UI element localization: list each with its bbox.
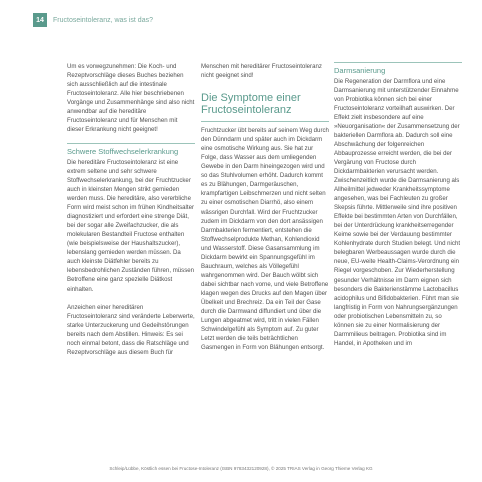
continuation-paragraph: Menschen mit hereditärer Fructoseintoleranz nicht geeignet sind!	[201, 63, 322, 80]
column-1	[67, 62, 195, 357]
paragraph-symptome: Fruchtzucker übt bereits auf seinem Weg durch den Dünndarm und später auch im Dickdarm eine osmotische Wirkung aus. Sie hat zur Folge, dass Wasser aus dem umliegenden Gewebe in den Darm hineingezogen wird und so das Stuhlvolumen erhöht. Dadurch kommt es zu Blähungen, Darmgeräuschen, krampfartigen Leibschmerzen und nicht selten zu einer osmotischen Diarrhö, also einem wässrigen Durchfall. Wird der Fruchtzucker zudem im Dickdarm von den dort ansässigen Darmbakterien fermentiert, entstehen die Stoffwechselprodukte Methan, Kohlendioxid und Wasserstoff. Diese Gasansammlung im Dickdarm bewirkt ein Spannungsgefühl im Bauchraum, welches als Völlegefühl wahrgenommen wird. Der Bauch wölbt sich dabei sichtbar nach vorne, und viele Betroffene klagen wegen des Drucks auf den Magen über Übelkeit und Brechreiz. Da ein Teil der Gase durch die Darmwand diffundiert und über die Lungen abgeatmet wird, tritt in vielen Fällen Schwindelgefühl als Symptom auf. Zu guter Letzt werden die teils beträchtlichen Gasmengen in Form von Blähungen entsorgt.	[201, 127, 329, 352]
paragraph-anzeichen: Anzeichen einer hereditären Fructoseintoleranz sind veränderte Leberwerte, starke Unterzuckerung und Gedeihstörungen bereits nach dem Abstillen. Hinweis: Es sei noch einmal betont, dass die Ratschläge und Rezeptvorschläge aus diesem Buch für	[67, 303, 195, 356]
paragraph-darmsanierung: Die Regeneration der Darmflora und eine Darmsanierung mit unterstützender Einnahme von Probiotika können sich bei einer Fructoseintoleranz vorteilhaft auswirken. Der Effekt zielt insbesondere auf eine »Neuorganisation« der Zusammensetzung der bakteriellen Darmflora ab. Dadurch soll eine Abschwächung der folgenreichen Abbauprozesse erreicht werden, die bei der Vergärung von Fructose durch Dickdarmbakterien verursacht werden. Zwischenzeitlich wurde die Darmsanierung als Allheilmittel jedweder Krankheitssymptome angesehen, was bei Fachleuten zu großer Skepsis führte. Mittlerweile sind ihre positiven Effekte bei bestimmten Arten von Durchfällen, bei der Unterdrückung krankheitserregender Keime sowie bei der Verdauung bestimmter Kohlenhydrate durch Studien belegt. Und nicht belegbaren Werbeaussagen wurde durch die neue, EU-weite Health-Claims-Verordnung ein Riegel vorgeschoben. Zur Wiederherstellung gesunder Verhältnisse im Darm eignen sich besonders die Bakterienstämme Lactobacillus acidophilus und Bifidobakterien. Führt man sie langfristig in Form von Nahrungsergänzungen oder probiotischen Lebensmitteln zu, so können sie zu einer Normalisierung der Darmmilieus beitragen. Probiotika sind im Handel, in Apotheken und im	[334, 77, 461, 347]
column-3	[334, 62, 462, 348]
darmsanierung-box	[334, 62, 462, 348]
copyright-footer: Schleip/Lübbe, Köstlich essen bei Fructose-Intoleranz (ISBN 9783432120928), © 2025 TRIAS Verlag in Georg Thieme Verlag KG	[109, 466, 373, 471]
subheading-stoffwechsel: Schwere Stoffwechselerkrankung	[67, 147, 179, 157]
page-header	[33, 13, 153, 27]
intro-paragraph: Um es vorwegzunehmen: Die Koch- und Rezeptvorschläge dieses Buches beziehen sich ausschließlich auf die intestinale Fructoseintoleranz. Alle hier beschriebenen Vorgänge und Zusammenhänge sind also nicht anwendbar auf die hereditäre Fructoseintoleranz und für Menschen mit dieser Erkrankung nicht geeignet!	[67, 63, 195, 134]
paragraph-hereditaer: Die hereditäre Fructoseintoleranz ist eine extrem seltene und sehr schwere Stoffwechselerkrankung, bei der Fruchtzucker auch in kleinsten Mengen strikt gemieden werden muss. Die hereditäre, also vererbliche Form wird meist schon im frühen Kindheitsalter diagnostiziert und erfordert eine strenge Diät, bei der sogar alle Zweifachzucker, die als molekularen Bestandteil Fructose enthalten (wie beispielsweise der Haushaltszucker), lebenslang gemieden werden müssen. Da auch kleinste Diätfehler bereits zu lebensbedrohlichen Zuständen führen, müssen Betroffene eine ganz spezielle Diätkost einhalten.	[67, 158, 195, 293]
page-number: 14	[33, 13, 47, 27]
section-heading-box	[67, 143, 195, 293]
subheading-darmsanierung: Darmsanierung	[334, 66, 386, 75]
running-title: Fructoseintoleranz, was ist das?	[53, 16, 153, 24]
column-2	[201, 62, 329, 352]
section-title-symptome: Die Symptome einer Fructoseintoleranz	[201, 92, 301, 117]
